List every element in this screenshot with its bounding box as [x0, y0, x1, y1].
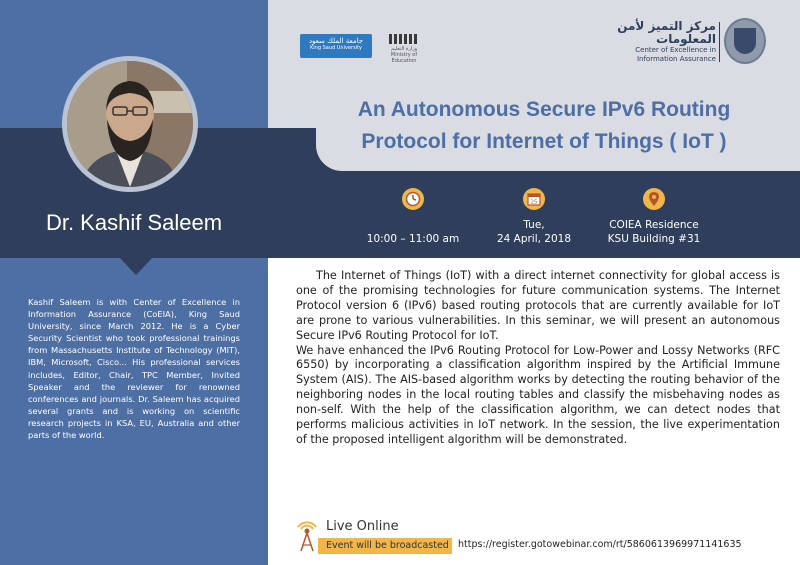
speaker-photo [67, 61, 193, 187]
live-online-label: Live Online [326, 519, 399, 534]
seminar-title [334, 94, 754, 158]
calendar-icon [523, 188, 545, 210]
ksu-logo-text: جامعة الملك سعود [308, 37, 364, 45]
ksu-logo [300, 34, 372, 58]
registration-link[interactable]: https://register.gotowebinar.com/rt/5860613969971141635 [458, 539, 742, 550]
description-paragraph-1: The Internet of Things (IoT) with a direct internet connectivity for global access is one of the promising technologies for future communication systems. The Internet Protocol version 6 (IPv6) based routing protocols that are currently available for IoT are prone to various vulnerabilities. In this seminar, we will present an autonomous Secure IPv6 Routing Protocol for IoT. [296, 269, 780, 342]
speaker-name: Dr. Kashif Saleem [45, 210, 223, 235]
ksu-logo-text-en: King Saud University [310, 45, 362, 51]
coe-logo-arabic: مركز التميز لأمن المعلومات [617, 19, 716, 46]
logo-divider [719, 22, 720, 62]
date-text [474, 218, 594, 246]
date-day: Tue, [523, 219, 545, 231]
coe-shield-icon [734, 28, 756, 54]
coe-line-2: Information Assurance [636, 55, 716, 63]
calendar-day: 25 [530, 199, 538, 206]
clock-icon [402, 188, 424, 210]
title-line-2: Protocol for Internet of Things ( IoT ) [361, 130, 727, 153]
name-pointer-notch [119, 257, 153, 275]
moe-logo [381, 34, 427, 64]
venue-line-1: COIEA Residence [609, 219, 699, 231]
title-line-1: An Autonomous Secure IPv6 Routing [357, 98, 731, 121]
time-text: 10:00 – 11:00 am [366, 233, 460, 245]
moe-logo-text: وزارة التعليم [390, 46, 418, 52]
venue-text [594, 218, 714, 246]
coe-logo-english [610, 46, 716, 64]
location-pin-icon [643, 188, 665, 210]
moe-logo-text-en: Ministry of Education [390, 52, 418, 64]
description-paragraph-2: We have enhanced the IPv6 Routing Protocol for Low-Power and Lossy Networks (RFC 6550) by incorporating a classification algorithm inspired by the Artificial Immune System (AIS). The AIS-based algorithm works by detecting the routing behavior of the neighboring nodes in the local routing tables and classify the misbehaving nodes as non-self. With the help of the classification algorithm, we can detect nodes that performs malicious activities in IoT network. In the session, the live experimentation of the proposed intelligent algorithm will be demonstrated. [296, 343, 780, 446]
coe-line-1: Center of Excellence in [635, 46, 716, 54]
event-broadcast-badge: Event will be broadcasted [318, 538, 452, 554]
moe-logo-mark [389, 34, 419, 44]
date-full: 24 April, 2018 [496, 233, 572, 245]
speaker-bio: Kashif Saleem is with Center of Excellence in Information Assurance (CoEIA), King Saud University, since March 2012. He is a Cyber Security Scientist who took professional trainings from Massachusetts Institute of Technology (MIT), IBM, Microsoft, Cisco... His professional services includes, Editor, Chair, TPC Member, Invited Speaker and the reviewer for renowned conferences and journals. Dr. Saleem has acquired several grants and is working on scientific research projects in KSA, EU, Australia and other parts of the world. [28, 297, 240, 441]
venue-line-2: KSU Building #31 [607, 233, 701, 245]
seminar-description [296, 269, 780, 448]
